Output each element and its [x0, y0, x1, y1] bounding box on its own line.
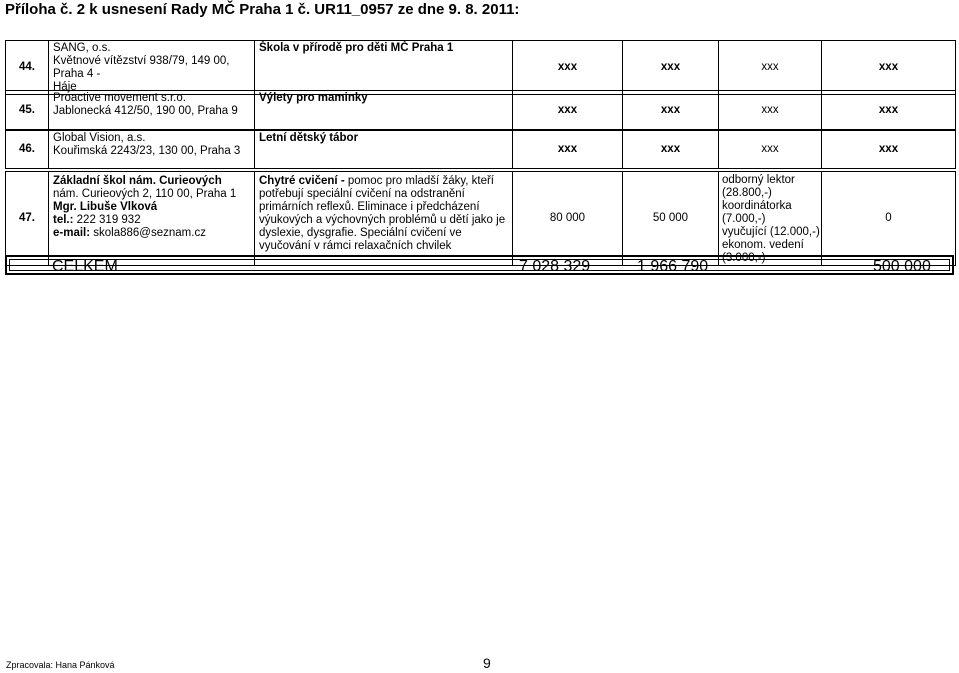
project-cell: Výlety pro maminky [255, 91, 513, 130]
amount-recommended: xxx [623, 131, 719, 169]
project-description: pomoc pro mladší žáky, kteří potřebují speciální cvičení na odstranění primárních reflexů. Eliminace i předcházení výukových a výchovných problémů u dětí jako je dyslexie, dysgrafie. Speciální cvičení ve vyučování v rámci relaxačních chvilek [259, 175, 506, 252]
amount-recommended: xxx [623, 91, 719, 130]
prepared-by: Zpracovala: Hana Pánková [6, 660, 115, 670]
total-label: CELKEM [52, 258, 118, 275]
row-number: 46. [6, 131, 49, 169]
budget-items: xxx [719, 91, 822, 130]
org-address: Jablonecká 412/50, 190 00, Praha 9 [53, 105, 238, 117]
org-address: Kouřimská 2243/23, 130 00, Praha 3 [53, 145, 241, 157]
project-title: Chytré cvičení - [259, 175, 345, 187]
budget-line: odborný lektor [722, 174, 795, 186]
org-address-cont: Háje [53, 81, 77, 93]
total-row [5, 255, 954, 275]
amount-requested: xxx [513, 91, 623, 130]
organization-cell [49, 41, 255, 95]
table-row-45 [5, 90, 956, 130]
amount-granted: 0 [822, 172, 956, 266]
total-requested: 7 028 329 [519, 258, 591, 275]
project-cell: Škola v přírodě pro děti MČ Praha 1 [255, 41, 513, 95]
row-number: 44. [6, 41, 49, 95]
budget-items: xxx [719, 41, 822, 95]
org-name: Základní škol nám. Curieových [53, 175, 222, 187]
org-email [53, 227, 254, 240]
project-cell: Letní dětský tábor [255, 131, 513, 169]
table-row-44 [5, 40, 956, 95]
budget-line: (28.800,-) [722, 187, 772, 199]
amount-recommended: 50 000 [623, 172, 719, 266]
amount-requested: xxx [513, 41, 623, 95]
phone-value: 222 319 932 [73, 214, 141, 226]
page-heading: Příloha č. 2 k usnesení Rady MČ Praha 1 č. UR11_0957 ze dne 9. 8. 2011: [5, 1, 520, 18]
organization-cell [49, 91, 255, 130]
amount-granted: xxx [822, 41, 956, 95]
row-number: 47. [6, 172, 49, 266]
org-name: Proactive movement s.r.o. [53, 92, 186, 104]
amount-requested: xxx [513, 131, 623, 169]
org-contact-person: Mgr. Libuše Vlková [53, 201, 158, 213]
org-name: Global Vision, a.s. [53, 132, 146, 144]
budget-items [719, 172, 822, 266]
org-name: SANG, o.s. [53, 42, 111, 54]
email-label: e-mail: [53, 227, 91, 239]
budget-line: koordinátorka (7.000,-) [722, 200, 792, 225]
email-value: skola886@seznam.cz [90, 227, 206, 239]
row-number: 45. [6, 91, 49, 130]
amount-recommended: xxx [623, 41, 719, 95]
project-cell [255, 172, 513, 266]
organization-cell [49, 131, 255, 169]
amount-granted: xxx [822, 131, 956, 169]
table-row-46 [5, 130, 956, 169]
amount-requested: 80 000 [513, 172, 623, 266]
phone-label: tel.: [53, 214, 74, 226]
budget-line: vyučující (12.000,-) [722, 226, 820, 238]
budget-items: xxx [719, 131, 822, 169]
budget-line: ekonom. vedení (3.000,-) [722, 239, 804, 264]
org-phone [53, 214, 254, 227]
table-row-47 [5, 171, 956, 266]
amount-granted: xxx [822, 91, 956, 130]
total-granted: 500 000 [873, 258, 931, 275]
page-number: 9 [483, 655, 491, 671]
organization-cell [49, 172, 255, 266]
total-inner-border [9, 259, 950, 271]
org-address: nám. Curieových 2, 110 00, Praha 1 [53, 188, 237, 200]
org-address: Květnové vítězství 938/79, 149 00, Praha 4 - [53, 55, 230, 80]
total-recommended: 1 966 790 [637, 258, 709, 275]
